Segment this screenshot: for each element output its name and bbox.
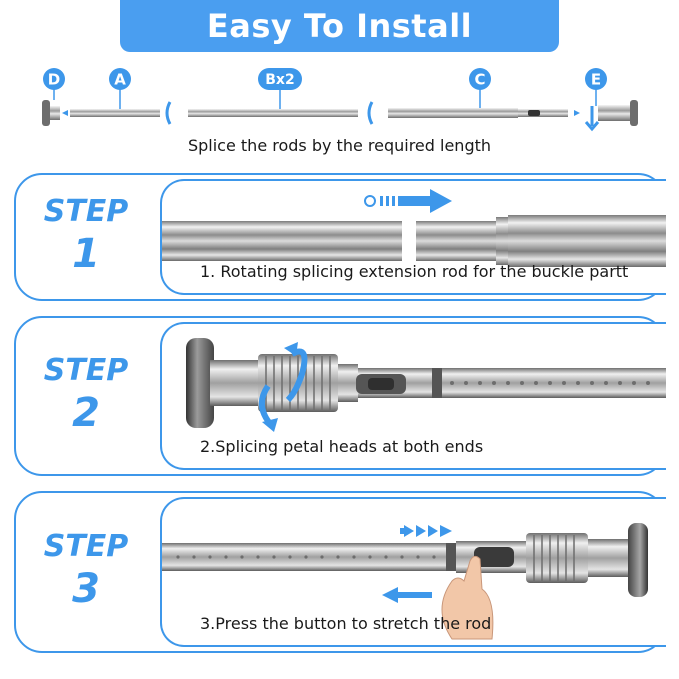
step-1-illustration <box>160 179 666 295</box>
step-number: 3 <box>72 566 100 612</box>
rod-left <box>162 221 402 261</box>
step-number: 2 <box>72 390 100 436</box>
rod-right <box>416 221 496 261</box>
step-2-illustration <box>160 322 666 470</box>
step-3-illustration <box>160 497 666 647</box>
step-2-label <box>16 318 156 474</box>
direction-arrow-icon <box>62 110 68 116</box>
svg-text:C: C <box>474 70 486 89</box>
end-cap <box>628 523 648 597</box>
rod-a <box>70 109 160 117</box>
step-1-label <box>16 175 156 299</box>
step-word: STEP <box>43 194 129 229</box>
step-2-caption: 2.Splicing petal heads at both ends <box>200 437 484 456</box>
rod-b <box>188 109 358 117</box>
end-cap <box>186 338 214 428</box>
svg-text:A: A <box>114 70 126 89</box>
rod-c <box>388 108 518 118</box>
step-1-card <box>14 173 666 301</box>
subtitle: Splice the rods by the required length <box>187 136 492 155</box>
rotate-arrow-icon <box>167 102 170 124</box>
step-word: STEP <box>43 353 129 388</box>
direction-arrow-icon <box>365 196 375 206</box>
step-number: 1 <box>72 231 100 277</box>
step-3-caption: 3.Press the button to stretch the rod <box>200 614 492 633</box>
svg-text:D: D <box>47 70 61 89</box>
page-title: Easy To Install <box>206 7 473 45</box>
step-2-card <box>14 316 666 476</box>
step-1-caption: 1. Rotating splicing extension rod for the buckle partt <box>200 262 629 281</box>
step-word: STEP <box>43 529 129 564</box>
svg-text:E: E <box>590 70 602 89</box>
parts-diagram <box>0 60 679 140</box>
svg-text:Bx2: Bx2 <box>265 72 295 88</box>
end-cap-right <box>630 100 638 126</box>
end-cap-left <box>42 100 50 126</box>
direction-arrow-icon <box>400 525 452 537</box>
title-banner <box>120 0 559 52</box>
step-3-label <box>16 493 156 651</box>
step-3-card <box>14 491 666 653</box>
